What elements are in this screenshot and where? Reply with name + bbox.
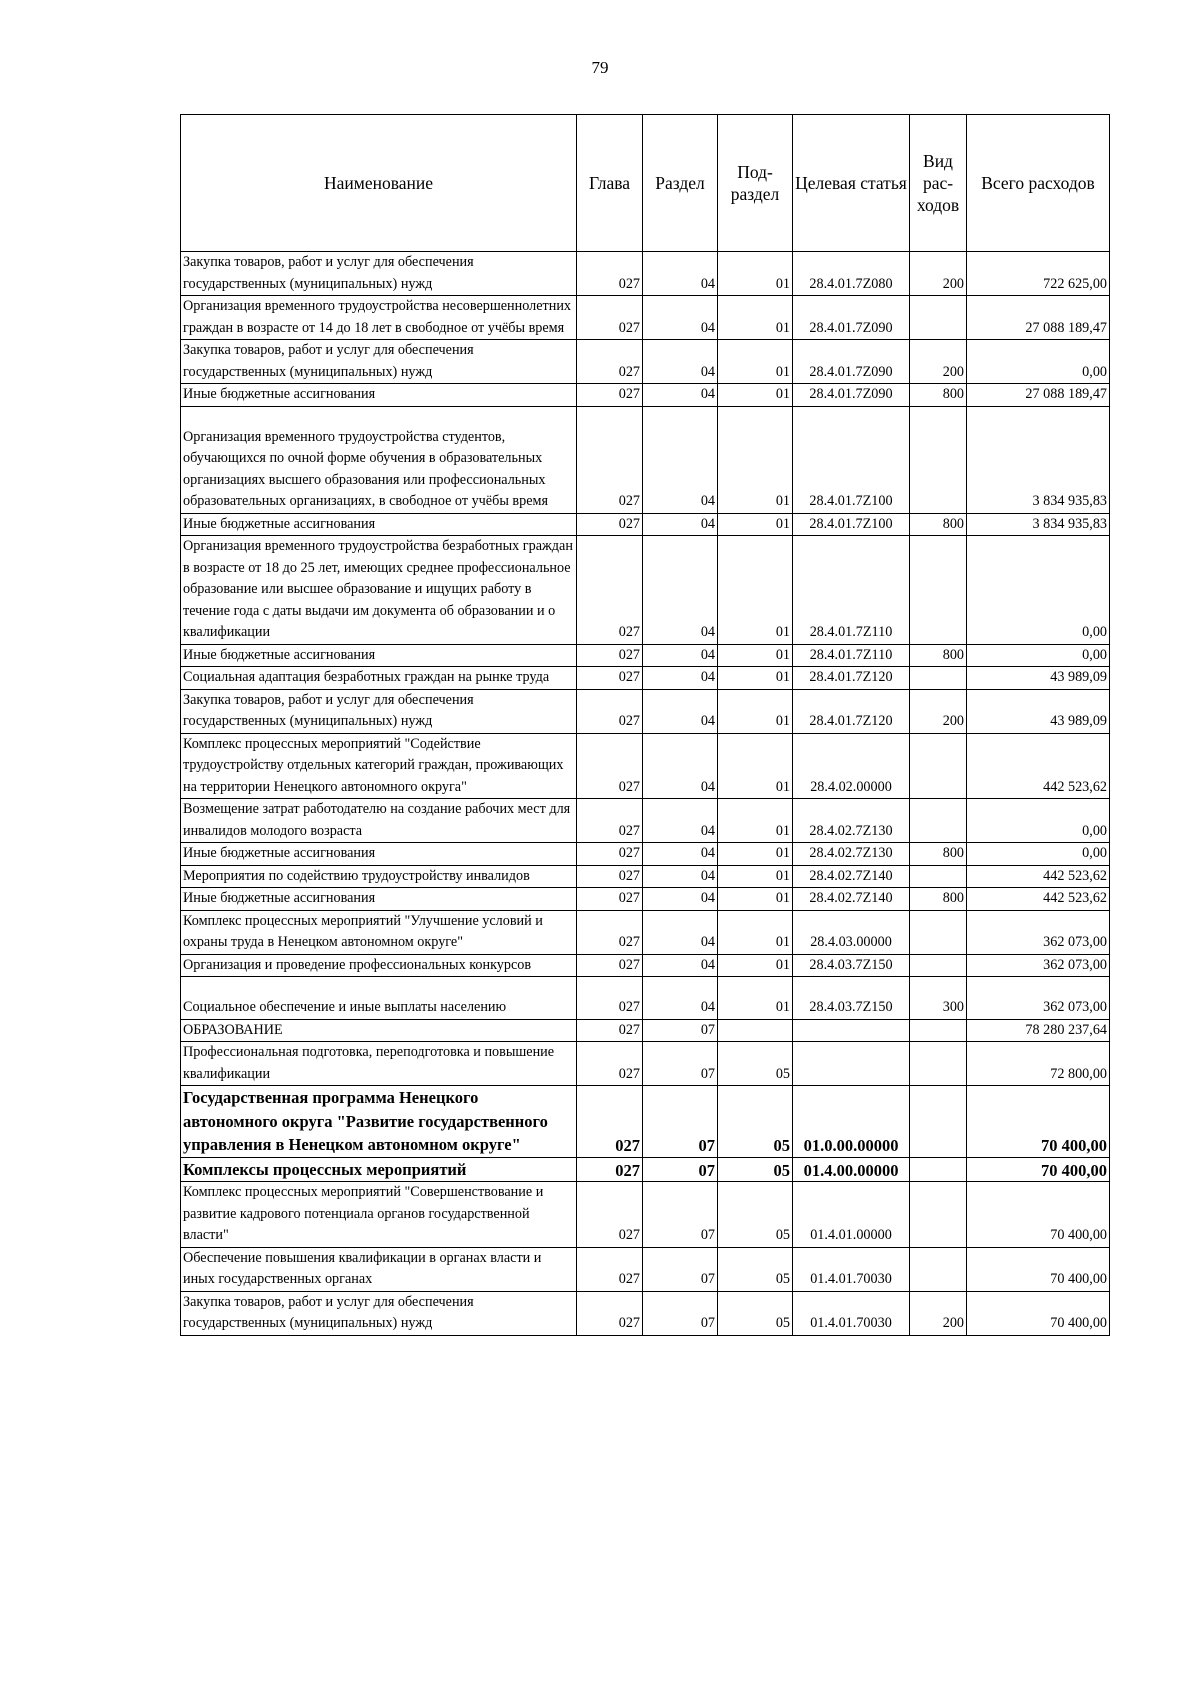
cell-glava: 027 [577, 1157, 643, 1182]
cell-podrazdel: 01 [718, 733, 793, 799]
cell-name: Социальное обеспечение и иные выплаты населению [181, 977, 577, 1020]
cell-podrazdel: 01 [718, 513, 793, 536]
table-row [181, 954, 1110, 977]
cell-podrazdel: 01 [718, 644, 793, 667]
cell-podrazdel: 05 [718, 1157, 793, 1182]
cell-podrazdel: 01 [718, 252, 793, 296]
cell-glava: 027 [577, 513, 643, 536]
table-row [181, 1291, 1110, 1335]
cell-razdel: 04 [643, 384, 718, 407]
cell-glava: 027 [577, 1182, 643, 1248]
cell-name: Закупка товаров, работ и услуг для обеспечения государственных (муниципальных) нужд [181, 340, 577, 384]
cell-total: 442 523,62 [967, 888, 1110, 911]
cell-target-article: 28.4.01.7Z110 [793, 644, 910, 667]
cell-total: 27 088 189,47 [967, 296, 1110, 340]
cell-name: Иные бюджетные ассигнования [181, 513, 577, 536]
cell-total: 362 073,00 [967, 910, 1110, 954]
cell-expense-type: 300 [910, 977, 967, 1020]
cell-razdel: 04 [643, 799, 718, 843]
table-row [181, 644, 1110, 667]
cell-name: Иные бюджетные ассигнования [181, 644, 577, 667]
cell-name: Закупка товаров, работ и услуг для обеспечения государственных (муниципальных) нужд [181, 1291, 577, 1335]
table-row [181, 733, 1110, 799]
cell-name: Возмещение затрат работодателю на создание рабочих мест для инвалидов молодого возраста [181, 799, 577, 843]
cell-name: Иные бюджетные ассигнования [181, 384, 577, 407]
table-header-row [181, 115, 1110, 252]
header-podrazdel: Под-раздел [718, 115, 793, 252]
cell-razdel: 04 [643, 954, 718, 977]
header-name: Наименование [181, 115, 577, 252]
cell-razdel: 07 [643, 1086, 718, 1158]
table-row [181, 977, 1110, 1020]
cell-target-article: 28.4.02.7Z130 [793, 843, 910, 866]
cell-expense-type: 200 [910, 252, 967, 296]
cell-razdel: 04 [643, 406, 718, 513]
cell-expense-type [910, 406, 967, 513]
cell-total: 70 400,00 [967, 1086, 1110, 1158]
cell-podrazdel: 01 [718, 977, 793, 1020]
cell-expense-type [910, 799, 967, 843]
cell-razdel: 04 [643, 296, 718, 340]
cell-name: Комплекс процессных мероприятий "Совершенствование и развитие кадрового потенциала органов государственной власти" [181, 1182, 577, 1248]
cell-total: 722 625,00 [967, 252, 1110, 296]
table-row [181, 340, 1110, 384]
cell-razdel: 04 [643, 843, 718, 866]
cell-name: Обеспечение повышения квалификации в органах власти и иных государственных органах [181, 1247, 577, 1291]
table-body [181, 252, 1110, 1336]
cell-expense-type: 200 [910, 689, 967, 733]
cell-target-article: 28.4.01.7Z080 [793, 252, 910, 296]
cell-podrazdel: 05 [718, 1247, 793, 1291]
cell-glava: 027 [577, 406, 643, 513]
cell-expense-type [910, 536, 967, 645]
cell-name: Комплексы процессных мероприятий [181, 1157, 577, 1182]
table-row [181, 910, 1110, 954]
cell-podrazdel: 01 [718, 296, 793, 340]
cell-expense-type [910, 1247, 967, 1291]
cell-name: Организация и проведение профессиональных конкурсов [181, 954, 577, 977]
header-razdel: Раздел [643, 115, 718, 252]
cell-glava: 027 [577, 1247, 643, 1291]
cell-name: Закупка товаров, работ и услуг для обеспечения государственных (муниципальных) нужд [181, 689, 577, 733]
cell-glava: 027 [577, 689, 643, 733]
cell-total: 0,00 [967, 644, 1110, 667]
cell-expense-type: 800 [910, 888, 967, 911]
cell-name: Социальная адаптация безработных граждан на рынке труда [181, 667, 577, 690]
table-row [181, 406, 1110, 513]
cell-glava: 027 [577, 1086, 643, 1158]
cell-name: Мероприятия по содействию трудоустройству инвалидов [181, 865, 577, 888]
cell-glava: 027 [577, 644, 643, 667]
cell-expense-type [910, 1019, 967, 1042]
cell-podrazdel: 01 [718, 865, 793, 888]
cell-expense-type: 800 [910, 513, 967, 536]
cell-podrazdel: 05 [718, 1182, 793, 1248]
cell-expense-type: 800 [910, 644, 967, 667]
cell-expense-type: 200 [910, 1291, 967, 1335]
cell-total: 3 834 935,83 [967, 513, 1110, 536]
cell-target-article: 28.4.01.7Z120 [793, 689, 910, 733]
cell-total: 70 400,00 [967, 1291, 1110, 1335]
cell-target-article: 28.4.02.7Z140 [793, 888, 910, 911]
cell-expense-type [910, 296, 967, 340]
cell-glava: 027 [577, 1042, 643, 1086]
cell-target-article [793, 1042, 910, 1086]
cell-name: Иные бюджетные ассигнования [181, 843, 577, 866]
cell-glava: 027 [577, 1019, 643, 1042]
cell-razdel: 07 [643, 1182, 718, 1248]
cell-total: 70 400,00 [967, 1247, 1110, 1291]
cell-podrazdel: 01 [718, 406, 793, 513]
cell-podrazdel: 01 [718, 799, 793, 843]
cell-expense-type [910, 1042, 967, 1086]
cell-total: 70 400,00 [967, 1182, 1110, 1248]
cell-razdel: 04 [643, 536, 718, 645]
cell-expense-type [910, 1182, 967, 1248]
cell-total: 43 989,09 [967, 689, 1110, 733]
cell-expense-type [910, 865, 967, 888]
cell-target-article: 28.4.03.7Z150 [793, 977, 910, 1020]
cell-razdel: 04 [643, 667, 718, 690]
cell-razdel: 07 [643, 1019, 718, 1042]
header-target-article: Целевая статья [793, 115, 910, 252]
cell-target-article: 28.4.01.7Z100 [793, 513, 910, 536]
cell-expense-type: 800 [910, 843, 967, 866]
header-expense-type: Вид рас-ходов [910, 115, 967, 252]
cell-name: ОБРАЗОВАНИЕ [181, 1019, 577, 1042]
table-row [181, 1157, 1110, 1182]
cell-razdel: 04 [643, 689, 718, 733]
cell-name: Закупка товаров, работ и услуг для обеспечения государственных (муниципальных) нужд [181, 252, 577, 296]
cell-glava: 027 [577, 843, 643, 866]
table-row [181, 252, 1110, 296]
cell-target-article: 28.4.02.7Z130 [793, 799, 910, 843]
cell-glava: 027 [577, 799, 643, 843]
cell-glava: 027 [577, 384, 643, 407]
cell-podrazdel: 05 [718, 1291, 793, 1335]
cell-target-article: 28.4.01.7Z090 [793, 384, 910, 407]
cell-razdel: 04 [643, 252, 718, 296]
cell-total: 70 400,00 [967, 1157, 1110, 1182]
cell-target-article: 01.4.01.00000 [793, 1182, 910, 1248]
cell-podrazdel: 01 [718, 667, 793, 690]
cell-glava: 027 [577, 252, 643, 296]
cell-name: Организация временного трудоустройства безработных граждан в возрасте от 18 до 25 лет, имеющих среднее профессиональное образование или высшее образование и ищущих работу в течение года с даты выдачи им документа об образовании и о квалификации [181, 536, 577, 645]
cell-razdel: 04 [643, 733, 718, 799]
table-row [181, 1042, 1110, 1086]
cell-target-article: 28.4.01.7Z090 [793, 296, 910, 340]
cell-podrazdel: 01 [718, 888, 793, 911]
cell-expense-type [910, 910, 967, 954]
table-row [181, 513, 1110, 536]
table-row [181, 843, 1110, 866]
cell-podrazdel [718, 1019, 793, 1042]
cell-target-article: 01.0.00.00000 [793, 1086, 910, 1158]
cell-name: Профессиональная подготовка, переподготовка и повышение квалификации [181, 1042, 577, 1086]
cell-total: 27 088 189,47 [967, 384, 1110, 407]
table-row [181, 888, 1110, 911]
cell-target-article: 28.4.01.7Z100 [793, 406, 910, 513]
table-row [181, 1086, 1110, 1158]
cell-glava: 027 [577, 733, 643, 799]
cell-razdel: 04 [643, 340, 718, 384]
table-row [181, 296, 1110, 340]
cell-name: Организация временного трудоустройства студентов, обучающихся по очной форме обучения в образовательных организациях высшего образования или профессиональных образовательных организациях, в свободное от учёбы время [181, 406, 577, 513]
cell-expense-type [910, 1157, 967, 1182]
table-row [181, 1019, 1110, 1042]
cell-total: 442 523,62 [967, 865, 1110, 888]
cell-glava: 027 [577, 865, 643, 888]
cell-glava: 027 [577, 667, 643, 690]
table-row [181, 689, 1110, 733]
cell-target-article: 28.4.02.7Z140 [793, 865, 910, 888]
cell-glava: 027 [577, 536, 643, 645]
cell-target-article: 01.4.01.70030 [793, 1247, 910, 1291]
header-glava: Глава [577, 115, 643, 252]
cell-podrazdel: 05 [718, 1042, 793, 1086]
cell-podrazdel: 01 [718, 689, 793, 733]
cell-razdel: 04 [643, 644, 718, 667]
header-total: Всего расходов [967, 115, 1110, 252]
cell-glava: 027 [577, 954, 643, 977]
cell-name: Комплекс процессных мероприятий "Содействие трудоустройству отдельных категорий граждан, проживающих на территории Ненецкого автономного округа" [181, 733, 577, 799]
table-row [181, 1247, 1110, 1291]
cell-glava: 027 [577, 888, 643, 911]
cell-total: 442 523,62 [967, 733, 1110, 799]
cell-podrazdel: 01 [718, 910, 793, 954]
cell-podrazdel: 01 [718, 843, 793, 866]
cell-target-article: 28.4.01.7Z110 [793, 536, 910, 645]
cell-total: 3 834 935,83 [967, 406, 1110, 513]
cell-razdel: 07 [643, 1247, 718, 1291]
page-number: 79 [591, 58, 609, 77]
cell-target-article: 28.4.03.7Z150 [793, 954, 910, 977]
cell-target-article: 28.4.02.00000 [793, 733, 910, 799]
cell-name: Иные бюджетные ассигнования [181, 888, 577, 911]
cell-target-article: 28.4.01.7Z120 [793, 667, 910, 690]
cell-razdel: 07 [643, 1157, 718, 1182]
cell-expense-type [910, 667, 967, 690]
cell-razdel: 04 [643, 910, 718, 954]
cell-podrazdel: 01 [718, 340, 793, 384]
cell-target-article [793, 1019, 910, 1042]
cell-total: 78 280 237,64 [967, 1019, 1110, 1042]
cell-target-article: 01.4.01.70030 [793, 1291, 910, 1335]
table-row [181, 536, 1110, 645]
cell-total: 43 989,09 [967, 667, 1110, 690]
cell-total: 362 073,00 [967, 977, 1110, 1020]
cell-razdel: 07 [643, 1042, 718, 1086]
table-row [181, 865, 1110, 888]
cell-total: 72 800,00 [967, 1042, 1110, 1086]
cell-podrazdel: 01 [718, 954, 793, 977]
cell-name: Организация временного трудоустройства несовершеннолетних граждан в возрасте от 14 до 18 лет в свободное от учёбы время [181, 296, 577, 340]
cell-razdel: 04 [643, 977, 718, 1020]
budget-table [180, 114, 1110, 1336]
cell-target-article: 28.4.01.7Z090 [793, 340, 910, 384]
cell-total: 0,00 [967, 799, 1110, 843]
cell-podrazdel: 01 [718, 384, 793, 407]
cell-expense-type [910, 733, 967, 799]
table-row [181, 799, 1110, 843]
cell-razdel: 04 [643, 513, 718, 536]
cell-total: 362 073,00 [967, 954, 1110, 977]
cell-name: Комплекс процессных мероприятий "Улучшение условий и охраны труда в Ненецком автономном округе" [181, 910, 577, 954]
cell-glava: 027 [577, 910, 643, 954]
cell-name: Государственная программа Ненецкого автономного округа "Развитие государственного управления в Ненецком автономном округе" [181, 1086, 577, 1158]
cell-podrazdel: 05 [718, 1086, 793, 1158]
cell-razdel: 04 [643, 865, 718, 888]
cell-razdel: 07 [643, 1291, 718, 1335]
cell-total: 0,00 [967, 340, 1110, 384]
cell-glava: 027 [577, 977, 643, 1020]
cell-expense-type [910, 954, 967, 977]
cell-target-article: 28.4.03.00000 [793, 910, 910, 954]
cell-razdel: 04 [643, 888, 718, 911]
cell-target-article: 01.4.00.00000 [793, 1157, 910, 1182]
cell-glava: 027 [577, 1291, 643, 1335]
cell-expense-type: 200 [910, 340, 967, 384]
cell-glava: 027 [577, 340, 643, 384]
cell-total: 0,00 [967, 536, 1110, 645]
table-row [181, 384, 1110, 407]
cell-glava: 027 [577, 296, 643, 340]
cell-expense-type: 800 [910, 384, 967, 407]
cell-total: 0,00 [967, 843, 1110, 866]
cell-expense-type [910, 1086, 967, 1158]
cell-podrazdel: 01 [718, 536, 793, 645]
table-row [181, 667, 1110, 690]
table-row [181, 1182, 1110, 1248]
